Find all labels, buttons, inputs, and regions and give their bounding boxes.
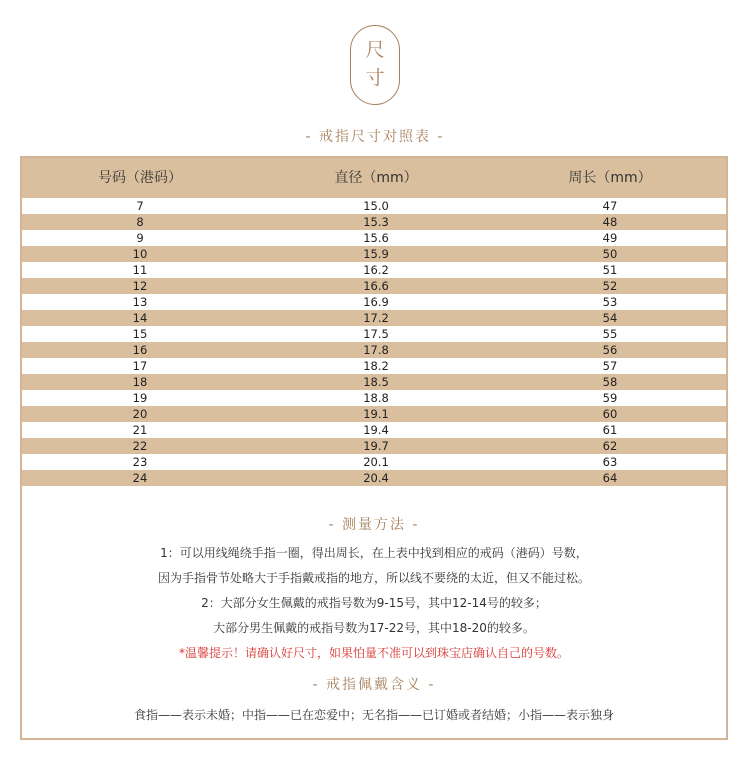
table-row bbox=[22, 406, 726, 422]
table-row bbox=[22, 454, 726, 470]
header-diameter: 直径（mm） bbox=[334, 170, 418, 186]
cell-size: 24 bbox=[132, 471, 148, 485]
cell-size: 7 bbox=[136, 199, 144, 213]
table-row bbox=[22, 214, 726, 230]
table-row bbox=[22, 470, 726, 486]
table-body bbox=[22, 198, 726, 486]
cell-circumference: 53 bbox=[602, 295, 618, 309]
page-title: - 戒指尺寸对照表 - bbox=[305, 129, 445, 145]
table-row bbox=[22, 294, 726, 310]
table-row bbox=[22, 342, 726, 358]
table-row bbox=[22, 198, 726, 214]
cell-size: 15 bbox=[132, 327, 148, 341]
cell-diameter: 17.2 bbox=[363, 311, 389, 325]
table-row bbox=[22, 310, 726, 326]
table-row bbox=[22, 230, 726, 246]
cell-circumference: 62 bbox=[602, 439, 618, 453]
warning-text: *温馨提示！请确认好尺寸，如果怕量不准可以到珠宝店确认自己的号数。 bbox=[178, 646, 569, 660]
cell-diameter: 17.5 bbox=[363, 327, 389, 341]
cell-circumference: 63 bbox=[602, 455, 618, 469]
cell-circumference: 61 bbox=[602, 423, 618, 437]
cell-circumference: 55 bbox=[602, 327, 618, 341]
size-chart-frame bbox=[20, 156, 728, 740]
meaning-title: - 戒指佩戴含义 - bbox=[312, 677, 436, 693]
cell-size: 8 bbox=[136, 215, 144, 229]
cell-circumference: 52 bbox=[602, 279, 618, 293]
cell-size: 22 bbox=[132, 439, 148, 453]
cell-diameter: 16.2 bbox=[363, 263, 389, 277]
cell-circumference: 49 bbox=[602, 231, 618, 245]
cell-circumference: 59 bbox=[602, 391, 618, 405]
cell-circumference: 50 bbox=[602, 247, 618, 261]
method-line-3: 2：大部分女生佩戴的戒指号数为9-15号，其中12-14号的较多； bbox=[201, 596, 547, 610]
table-row bbox=[22, 374, 726, 390]
table-row bbox=[22, 262, 726, 278]
cell-size: 18 bbox=[132, 375, 148, 389]
cell-diameter: 15.3 bbox=[363, 215, 389, 229]
method-line-4: 大部分男生佩戴的戒指号数为17-22号，其中18-20的较多。 bbox=[213, 621, 535, 635]
cell-diameter: 20.1 bbox=[363, 455, 389, 469]
cell-circumference: 57 bbox=[602, 359, 618, 373]
table-row bbox=[22, 438, 726, 454]
cell-diameter: 16.6 bbox=[363, 279, 389, 293]
cell-circumference: 48 bbox=[602, 215, 618, 229]
table-row bbox=[22, 358, 726, 374]
cell-diameter: 19.1 bbox=[363, 407, 389, 421]
cell-diameter: 19.7 bbox=[363, 439, 389, 453]
cell-diameter: 15.6 bbox=[363, 231, 389, 245]
cell-diameter: 18.5 bbox=[363, 375, 389, 389]
header-size: 号码（港码） bbox=[98, 170, 182, 186]
cell-diameter: 19.4 bbox=[363, 423, 389, 437]
cell-diameter: 15.0 bbox=[363, 199, 389, 213]
table-row bbox=[22, 326, 726, 342]
cell-size: 12 bbox=[132, 279, 148, 293]
cell-circumference: 58 bbox=[602, 375, 618, 389]
badge-char-top: 尺 bbox=[365, 39, 385, 61]
cell-diameter: 18.8 bbox=[363, 391, 389, 405]
cell-size: 9 bbox=[136, 231, 144, 245]
badge-char-bottom: 寸 bbox=[365, 67, 385, 89]
cell-size: 21 bbox=[132, 423, 148, 437]
cell-size: 16 bbox=[132, 343, 148, 357]
cell-diameter: 16.9 bbox=[363, 295, 389, 309]
cell-size: 13 bbox=[132, 295, 148, 309]
cell-circumference: 54 bbox=[602, 311, 618, 325]
cell-circumference: 60 bbox=[602, 407, 618, 421]
method-line-1: 1：可以用线绳绕手指一圈，得出周长，在上表中找到相应的戒码（港码）号数， bbox=[160, 546, 588, 560]
table-row bbox=[22, 278, 726, 294]
cell-size: 17 bbox=[132, 359, 148, 373]
header-circumference: 周长（mm） bbox=[568, 170, 652, 186]
size-badge bbox=[350, 25, 400, 105]
cell-diameter: 18.2 bbox=[363, 359, 389, 373]
table-row bbox=[22, 246, 726, 262]
cell-diameter: 15.9 bbox=[363, 247, 389, 261]
cell-circumference: 64 bbox=[602, 471, 618, 485]
cell-size: 20 bbox=[132, 407, 148, 421]
cell-size: 19 bbox=[132, 391, 148, 405]
table-header bbox=[22, 158, 726, 198]
cell-circumference: 56 bbox=[602, 343, 618, 357]
cell-size: 14 bbox=[132, 311, 148, 325]
cell-circumference: 47 bbox=[602, 199, 618, 213]
cell-size: 11 bbox=[132, 263, 148, 277]
cell-circumference: 51 bbox=[602, 263, 618, 277]
method-line-2: 因为手指骨节处略大于手指戴戒指的地方，所以线不要绕的太近，但又不能过松。 bbox=[157, 571, 590, 585]
table-row bbox=[22, 390, 726, 406]
method-title: - 测量方法 - bbox=[328, 517, 420, 533]
table-row bbox=[22, 422, 726, 438]
cell-diameter: 17.8 bbox=[363, 343, 389, 357]
cell-size: 10 bbox=[132, 247, 148, 261]
cell-diameter: 20.4 bbox=[363, 471, 389, 485]
meaning-text: 食指——表示未婚；中指——已在恋爱中；无名指——已订婚或者结婚；小指——表示独身 bbox=[133, 708, 614, 722]
cell-size: 23 bbox=[132, 455, 148, 469]
